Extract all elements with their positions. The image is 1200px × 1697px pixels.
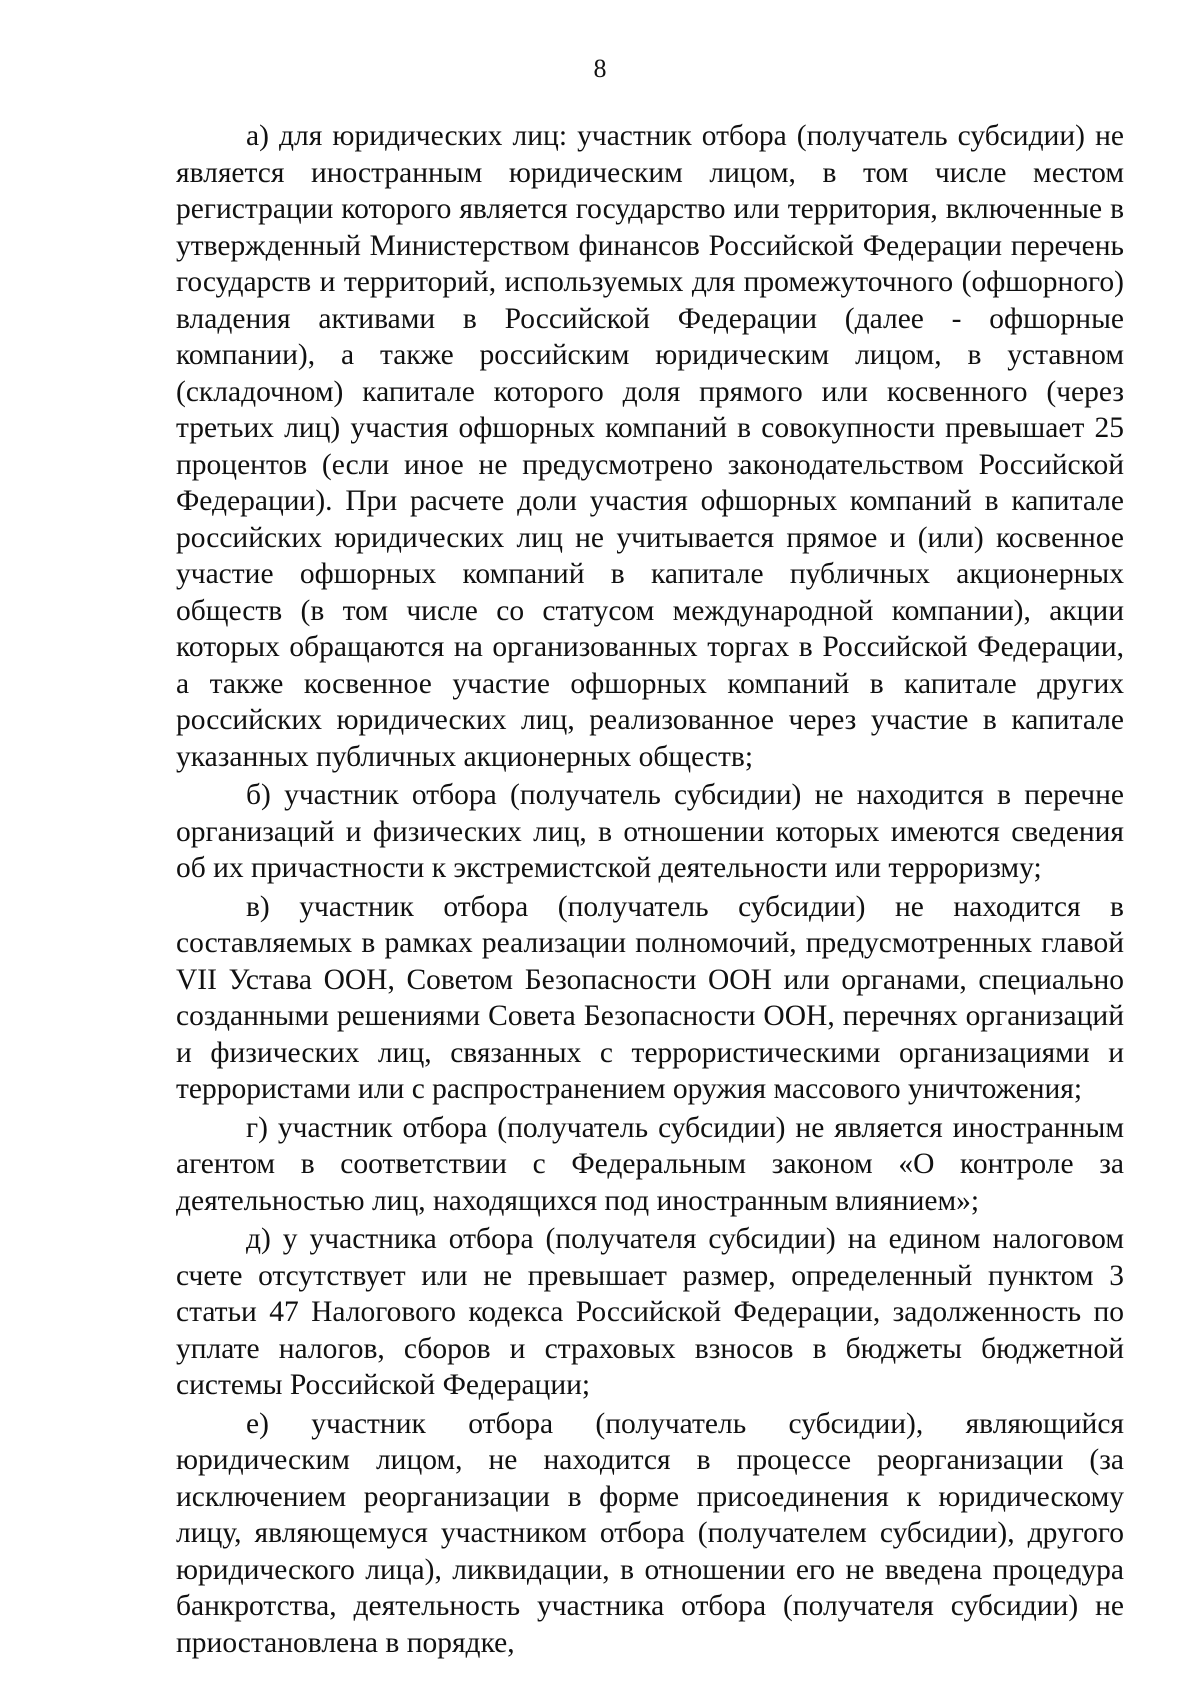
paragraph-b: б) участник отбора (получатель субсидии) не находится в перечне организаций и физических лиц, в отношении которых имеются сведения об их причастности к экстремистской деятельности или терроризму; — [176, 779, 1124, 884]
page-number: 8 — [593, 54, 607, 83]
paragraph-g: г) участник отбора (получатель субсидии) не является иностранным агентом в соответствии с Федеральным законом «О контроле за деятельностью лиц, находящихся под иностранным влиянием»; — [176, 1111, 1124, 1217]
paragraph-a: а) для юридических лиц: участник отбора (получатель субсидии) не является иностранным юридическим лицом, в том числе местом регистрации которого является государство или территория, включенные в утвержденный Министерством финансов Российской Федерации перечень государств и территорий, используемых для промежуточного (офшорного) владения активами в Российской Федерации (далее - офшорные компании), а также российским юридическим лицом, в уставном (складочном) капитале которого доля прямого или косвенного (через третьих лиц) участия офшорных компаний в совокупности превышает 25 процентов (если иное не предусмотрено законодательством Российской Федерации). При расчете доли участия офшорных компаний в капитале российских юридических лиц не учитывается прямое и (или) косвенное участие офшорных компаний в капитале публичных акционерных обществ (в том числе со статусом международной компании), акции которых обращаются на организованных торгах в Российской Федерации, а также косвенное участие офшорных компаний в капитале других российских юридических лиц, реализованное через участие в капитале указанных публичных акционерных обществ; — [176, 120, 1124, 773]
paragraph-v: в) участник отбора (получатель субсидии) не находится в составляемых в рамках реализации полномочий, предусмотренных главой VII Устава ООН, Советом Безопасности ООН или органами, специально созданными решениями Совета Безопасности ООН, перечнях организаций и физических лиц, связанных с террористическими организациями и террористами или с распространением оружия массового уничтожения; — [176, 890, 1124, 1105]
document-body — [176, 118, 1124, 1661]
paragraph-d: д) у участника отбора (получателя субсидии) на едином налоговом счете отсутствует или не превышает размер, определенный пунктом 3 статьи 47 Налогового кодекса Российской Федерации, задолженность по уплате налогов, сборов и страховых взносов в бюджеты бюджетной системы Российской Федерации; — [176, 1223, 1124, 1401]
paragraph-e: е) участник отбора (получатель субсидии), являющийся юридическим лицом, не находится в процессе реорганизации (за исключением реорганизации в форме присоединения к юридическому лицу, являющемуся участником отбора (получателем субсидии), другого юридического лица), ликвидации, в отношении его не введена процедура банкротства, деятельность участника отбора (получателя субсидии) не приостановлена в порядке, — [176, 1407, 1124, 1659]
